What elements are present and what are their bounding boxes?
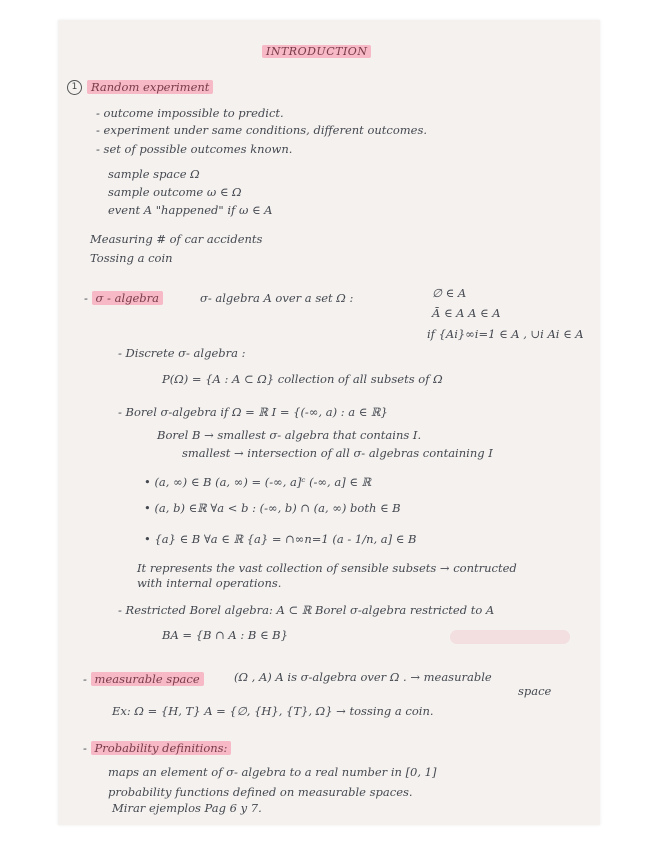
borel-item-2: • (a, b) ∈ℝ ∀a < b : (-∞, b) ∩ (a, ∞) both ∈ B [144, 501, 401, 515]
sigma-algebra-label: - σ - algebra [84, 291, 163, 305]
definition-sample-space: sample space Ω [108, 167, 200, 181]
borel-heading: - Borel σ-algebra if Ω = ℝ I = {(-∞, a) : a ∈ ℝ} [118, 405, 388, 419]
probability-line-1: maps an element of σ- algebra to a real number in [0, 1] [108, 765, 437, 779]
sigma-condition-1: ∅ ∈ A [432, 286, 467, 300]
highlighter-smudge [450, 630, 570, 644]
section-number: 1 [67, 80, 82, 95]
definition-sample-outcome: sample outcome ω ∈ Ω [108, 185, 242, 199]
bullet-2: - experiment under same conditions, different outcomes. [96, 123, 428, 137]
borel-note-1: It represents the vast collection of sensible subsets → contructed [137, 561, 517, 575]
sigma-condition-3: if {Ai}∞i=1 ∈ A , ∪i Ai ∈ A [427, 327, 584, 341]
measurable-label: - measurable space [83, 672, 204, 686]
measurable-definition-2: space [518, 684, 552, 698]
definition-event: event A "happened" if ω ∈ A [108, 203, 273, 217]
section-heading: Random experiment [87, 80, 213, 94]
sigma-condition-2: Ā ∈ A A ∈ A [432, 306, 501, 320]
probability-line-2: probability functions defined on measurable spaces. [108, 785, 413, 799]
discrete-heading: - Discrete σ- algebra : [118, 346, 246, 360]
probability-line-3: Mirar ejemplos Pag 6 y 7. [112, 801, 262, 815]
borel-item-1: • (a, ∞) ∈ B (a, ∞) = (-∞, a]ᶜ (-∞, a] ∈ ℝ [144, 475, 372, 489]
bullet-1: - outcome impossible to predict. [96, 106, 284, 120]
page-title: INTRODUCTION [262, 45, 371, 59]
restricted-formula: BA = {B ∩ A : B ∈ B} [162, 628, 288, 642]
probability-label: - Probability definitions: [83, 741, 231, 755]
bullet-3: - set of possible outcomes known. [96, 142, 293, 156]
example-tossing-coin: Tossing a coin [90, 251, 173, 265]
borel-line-1: Borel B → smallest σ- algebra that contains I. [157, 428, 422, 442]
measurable-example: Ex: Ω = {H, T} A = {∅, {H}, {T}, Ω} → tossing a coin. [112, 704, 434, 718]
borel-line-2: smallest → intersection of all σ- algebras containing I [182, 446, 493, 460]
restricted-heading: - Restricted Borel algebra: A ⊂ ℝ Borel σ-algebra restricted to A [118, 603, 495, 617]
discrete-formula: P(Ω) = {A : A ⊂ Ω} collection of all subsets of Ω [162, 372, 443, 386]
borel-item-3: • {a} ∈ B ∀a ∈ ℝ {a} = ∩∞n=1 (a - 1/n, a] ∈ B [144, 532, 417, 546]
borel-note-2: with internal operations. [137, 576, 282, 590]
measurable-definition: (Ω , A) A is σ-algebra over Ω . → measurable [234, 670, 492, 684]
sigma-algebra-definition: σ- algebra A over a set Ω : [200, 291, 354, 305]
example-car-accidents: Measuring # of car accidents [90, 232, 263, 246]
